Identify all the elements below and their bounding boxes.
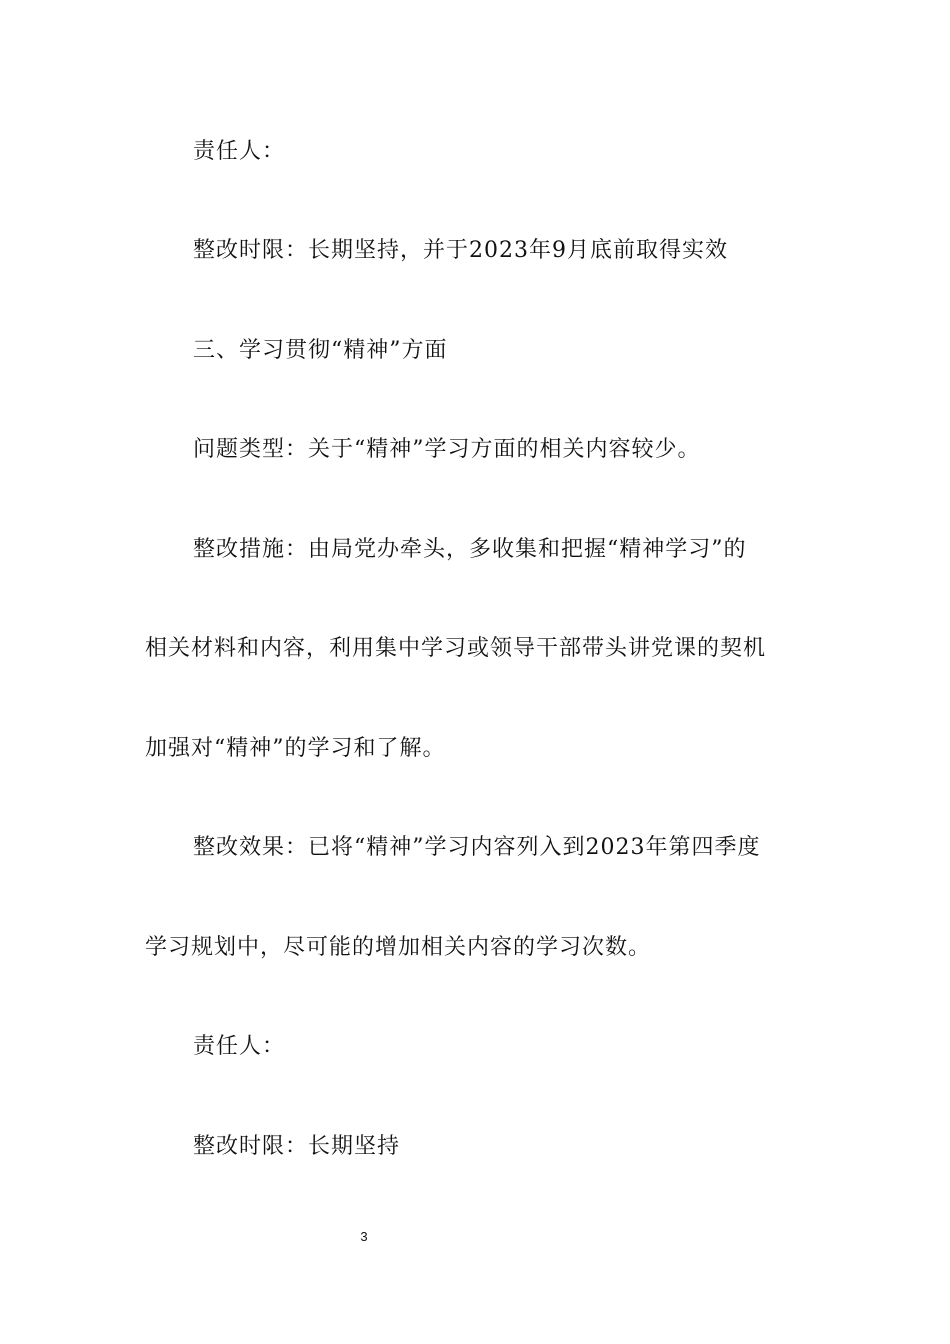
measures-line-3: 加强对“精神”的学习和了解。 bbox=[145, 736, 446, 761]
deadline-line: 整改时限：长期坚持，并于2023年9月底前取得实效 bbox=[193, 238, 728, 263]
measures-line-2: 相关材料和内容，利用集中学习或领导干部带头讲党课的契机 bbox=[145, 636, 767, 661]
measures-line-1: 整改措施：由局党办牵头，多收集和把握“精神学习”的 bbox=[193, 537, 747, 562]
responsible-person-label: 责任人： bbox=[193, 139, 286, 164]
issue-type-line: 问题类型：关于“精神”学习方面的相关内容较少。 bbox=[193, 437, 701, 462]
effect-line-2: 学习规划中，尽可能的增加相关内容的学习次数。 bbox=[145, 935, 652, 960]
deadline-line: 整改时限：长期坚持 bbox=[193, 1134, 401, 1159]
section-heading: 三、学习贯彻“精神”方面 bbox=[193, 338, 448, 363]
page-number: 3 bbox=[360, 1229, 368, 1244]
effect-line-1: 整改效果：已将“精神”学习内容列入到2023年第四季度 bbox=[193, 835, 761, 860]
responsible-person-label: 责任人： bbox=[193, 1034, 286, 1059]
